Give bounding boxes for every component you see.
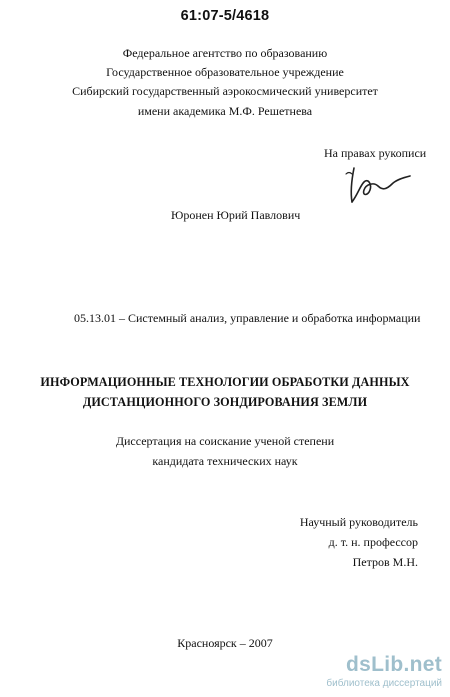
dissertation-title-line-2: ДИСТАНЦИОННОГО ЗОНДИРОВАНИЯ ЗЕМЛИ [82,395,368,409]
organization-line-4: имени академика М.Ф. Решетнева [137,104,313,118]
organization-line-2: Государственное образовательное учреждение [106,65,344,79]
degree-line-1: Диссертация на соискание ученой степени [115,434,335,448]
organization-line-1: Федеральное агентство по образованию [122,46,328,60]
supervisor-rank: д. т. н. профессор [328,535,418,549]
supervisor-label: Научный руководитель [299,515,418,529]
organization-line-3: Сибирский государственный аэрокосмический университет [72,84,378,98]
watermark-subtitle: библиотека диссертаций [326,678,442,689]
specialty-line: 05.13.01 – Системный анализ, управление и обработка информации [74,311,421,325]
watermark-logo [314,653,444,693]
degree-line-2: кандидата технических наук [152,454,298,468]
watermark-logo-text: dsLib.net [345,653,442,676]
dissertation-title-line-1: ИНФОРМАЦИОННЫЕ ТЕХНОЛОГИИ ОБРАБОТКИ ДАННЫХ [40,375,410,389]
supervisor-name: Петров М.Н. [352,555,418,569]
document-number: 61:07-5/4618 [180,8,270,24]
author-name: Юронен Юрий Павлович [171,208,301,222]
rights-note: На правах рукописи [324,146,427,160]
signature-icon [340,164,412,206]
city-year: Красноярск – 2007 [177,636,273,650]
